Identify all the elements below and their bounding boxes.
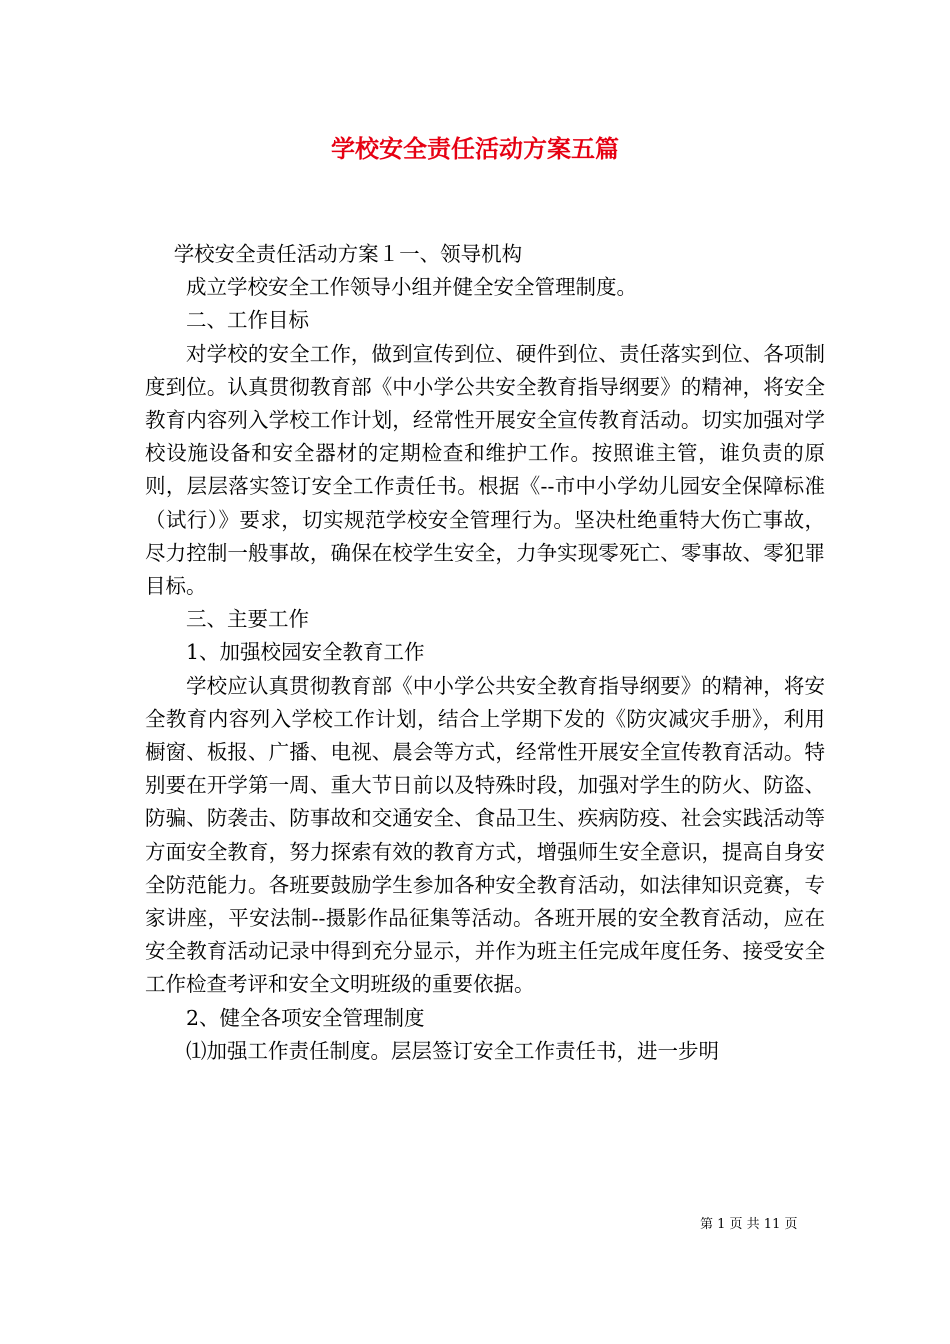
page-number: 第 1 页 共 11 页 xyxy=(700,1217,798,1232)
subsection-heading: 1、加强校园安全教育工作 xyxy=(186,640,425,665)
document-title: 学校安全责任活动方案五篇 xyxy=(331,134,619,163)
subsection-heading: 2、健全各项安全管理制度 xyxy=(186,1005,425,1030)
paragraph-section-intro: 学校安全责任活动方案１一、领导机构 xyxy=(173,242,523,266)
section-heading: 三、主要工作 xyxy=(186,607,309,632)
page-footer xyxy=(700,1216,850,1234)
paragraph: 学校应认真贯彻教育部《中小学公共安全教育指导纲要》的精神，将安全教育内容列入学校工作计划，结合上学期下发的《防灾减灾手册》，利用橱窗、板报、广播、电视、晨会等方式，经常性开展安全宣传教育活动。特别要在开学第一周、重大节日前以及特殊时段，加强对学生的防火、防盗、防骗、防袭击、防事故和交通安全、食品卫生、疾病防疫、社会实践活动等方面安全教育，努力探索有效的教育方式，增强师生安全意识，提高自身安全防范能力。各班要鼓励学生参加各种安全教育活动，如法律知识竞赛，专家讲座，平安法制--摄影作品征集等活动。各班开展的安全教育活动，应在安全教育活动记录中得到充分显示，并作为班主任完成年度任务、接受安全工作检查考评和安全文明班级的重要依据。 xyxy=(145,673,825,997)
paragraph: 对学校的安全工作，做到宣传到位、硬件到位、责任落实到位、各项制度到位。认真贯彻教育部《中小学公共安全教育指导纲要》的精神，将安全教育内容列入学校工作计划，经常性开展安全宣传教育活动。切实加强对学校设施设备和安全器材的定期检查和维护工作。按照谁主管，谁负责的原则，层层落实签订安全工作责任书。根据《--市中小学幼儿园安全保障标准（试行）》要求，切实规范学校安全管理行为。坚决杜绝重特大伤亡事故，尽力控制一般事故，确保在校学生安全，力争实现零死亡、零事故、零犯罪目标。 xyxy=(145,341,825,599)
paragraph: 成立学校安全工作领导小组并健全安全管理制度。 xyxy=(186,275,637,300)
document-body xyxy=(145,238,825,1068)
paragraph: ⑴加强工作责任制度。层层签订安全工作责任书，进一步明 xyxy=(186,1038,719,1063)
section-heading: 二、工作目标 xyxy=(186,308,309,333)
